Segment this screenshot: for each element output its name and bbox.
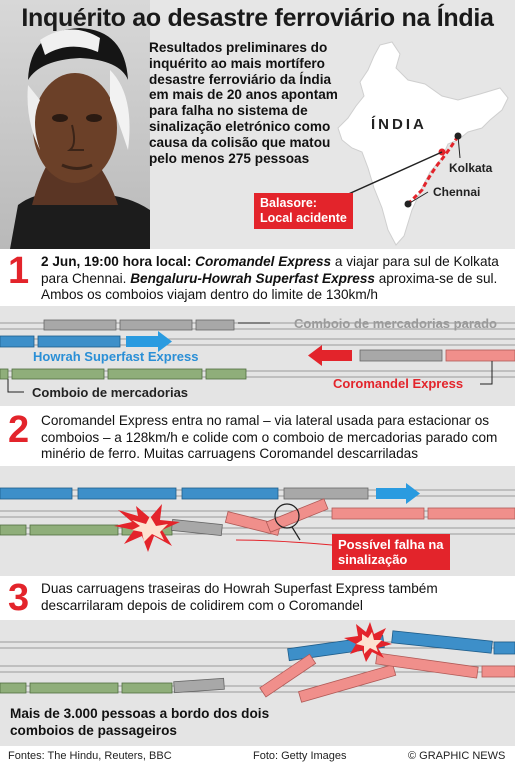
footer-copyright: © GRAPHIC NEWS bbox=[408, 750, 506, 762]
coromandel-train bbox=[360, 350, 515, 361]
step2-howrah-train bbox=[0, 488, 368, 499]
map-country-label: ÍNDIA bbox=[371, 116, 427, 133]
step3-coromandel-derailed bbox=[260, 653, 515, 702]
footer-photo-credit: Foto: Getty Images bbox=[253, 750, 347, 762]
step1-train1: Coromandel Express bbox=[195, 254, 332, 269]
step1-text bbox=[41, 254, 511, 304]
step1-text-b: aproxima-se de sul. Ambos os comboios viajam dentro do limite de 130km/h bbox=[41, 270, 498, 302]
freight-train bbox=[0, 369, 246, 379]
injured-man-photo bbox=[0, 0, 150, 249]
step3-text: Duas carruagens traseiras do Howrah Superfast Express também descarrilaram depois de colidirem com o Coromandel bbox=[41, 581, 438, 613]
step1-number: 1 bbox=[8, 250, 30, 292]
callout-line2: sinalização bbox=[338, 552, 408, 567]
step1-text-a: a viajar para sul de Kolkata para Chennai. bbox=[41, 254, 499, 286]
signal-fault-callout bbox=[332, 534, 450, 570]
step3-caption: Mais de 3.000 pessoas a bordo dos dois comboios de passageiros bbox=[10, 706, 270, 738]
label-coromandel: Coromandel Express bbox=[333, 376, 464, 391]
footer-sources: Fontes: The Hindu, Reuters, BBC bbox=[8, 750, 172, 762]
label-howrah: Howrah Superfast Express bbox=[33, 349, 199, 364]
map-chennai-label: Chennai bbox=[433, 185, 481, 199]
step2-text: Coromandel Express entra no ramal – via lateral usada para estacionar os comboios – a 128km/h e colide com o comboio de mercadorias parado com minério de ferro. Muitas carruagens Coromandel descarriladas bbox=[41, 413, 498, 461]
map-kolkata-label: Kolkata bbox=[449, 161, 493, 175]
accident-location-line2: Local acidente bbox=[260, 211, 347, 225]
india-map bbox=[330, 40, 515, 249]
step1-train2: Bengaluru-Howrah Superfast Express bbox=[130, 270, 375, 286]
accident-location-box bbox=[254, 193, 353, 229]
step3-freight-train bbox=[0, 678, 224, 693]
coromandel-direction-arrow bbox=[308, 345, 352, 366]
howrah-train bbox=[0, 336, 120, 347]
step1-lead: 2 Jun, 19:00 hora local: bbox=[41, 254, 192, 269]
callout-line1: Possível falha na bbox=[338, 537, 444, 552]
step2-number: 2 bbox=[8, 409, 30, 451]
step2-howrah-arrow bbox=[376, 483, 420, 504]
freight-train-stopped bbox=[44, 320, 234, 330]
label-freight: Comboio de mercadorias bbox=[32, 385, 189, 400]
step3-number: 3 bbox=[8, 577, 30, 619]
page-title: Inquérito ao desastre ferroviário na Índia bbox=[21, 4, 494, 32]
label-freight-stopped: Comboio de mercadorias parado bbox=[294, 316, 497, 331]
header-panel bbox=[0, 0, 515, 249]
intro-text: Resultados preliminares do inquérito ao mais mortífero desastre ferroviário da Índia em mais de 20 anos apontam para falha no sistema de sinalização eletrónico como causa da colisão que matou pelo menos 275 pessoas bbox=[149, 40, 338, 166]
accident-location-line1: Balasore: bbox=[260, 196, 317, 210]
